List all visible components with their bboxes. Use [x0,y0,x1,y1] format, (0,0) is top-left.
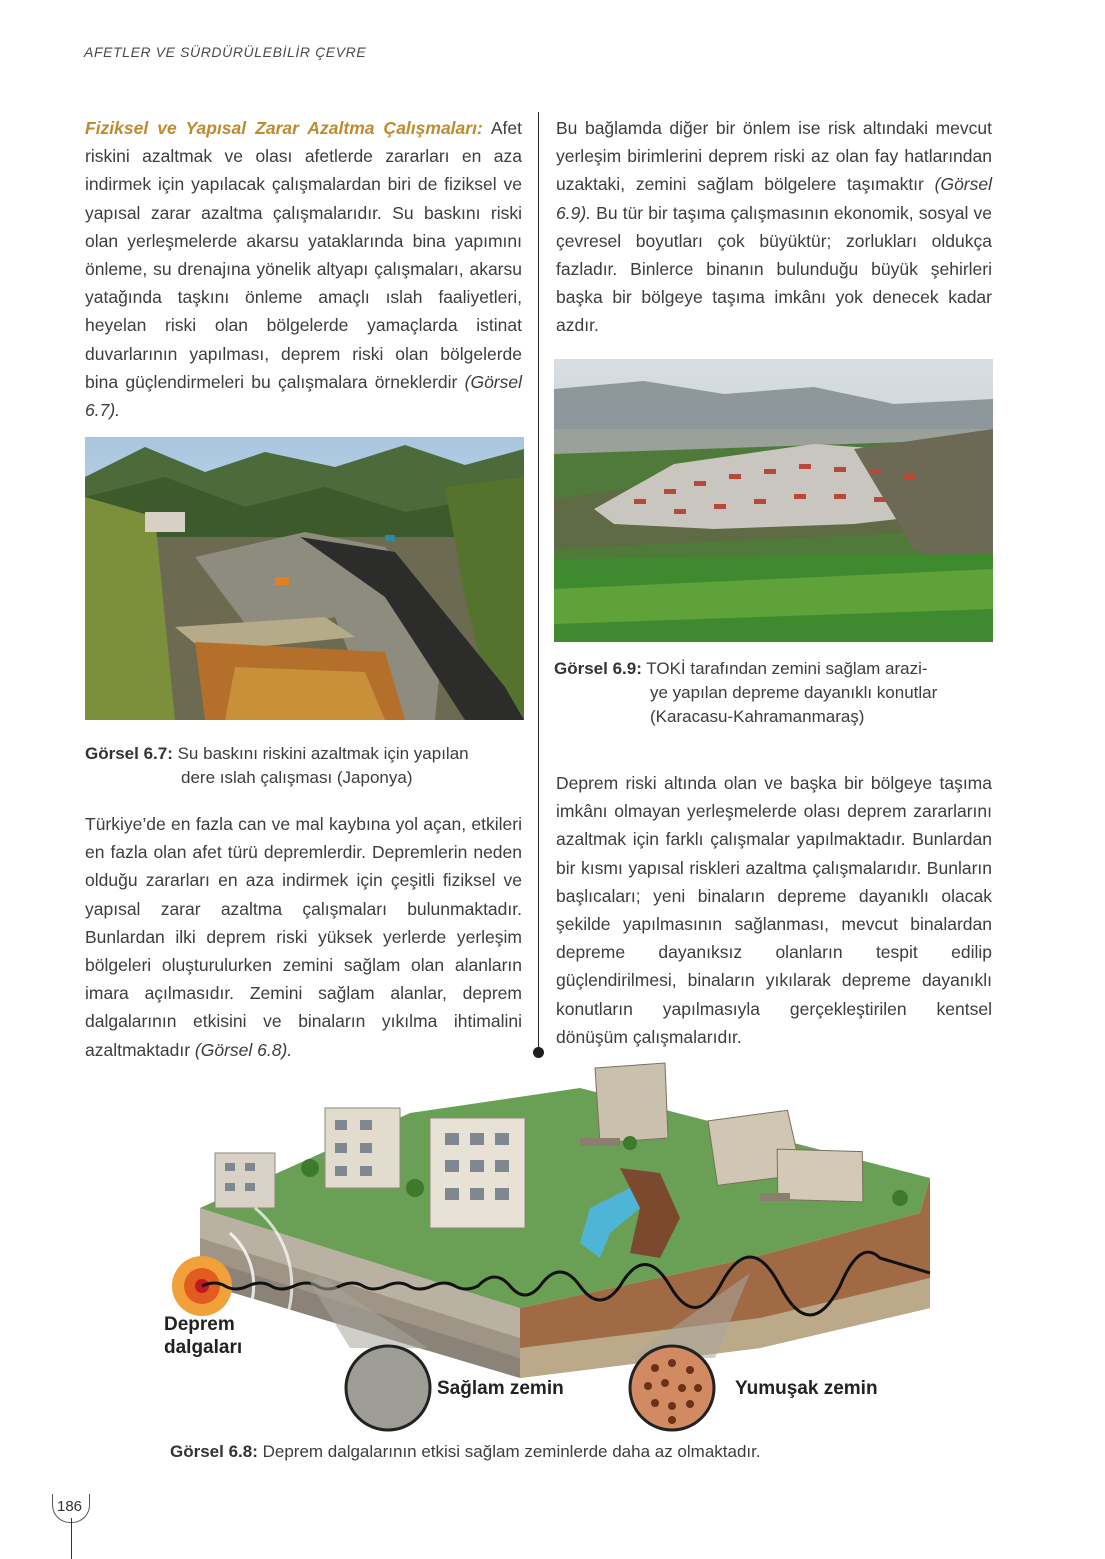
figure-6-8-caption [170,1440,970,1464]
paragraph-text-cont: Bu tür bir taşıma çalışmasının ekonomik, sosyal ve çevresel boyutları çok büyüktür; zorlukları oldukça fazladır. Binlerce binanın bulunduğu büyük şehirleri başka bir bölgeye taşıma imkânı yok denecek kadar azdır. [556,202,992,336]
caption-text-line1: Su baskını riskini azaltmak için yapılan [172,744,469,763]
earthquake-waves-label [164,1313,242,1359]
solid-ground-label: Sağlam zemin [437,1378,564,1399]
figure-reference: (Görsel 6.8). [190,1039,293,1060]
left-paragraph-1 [85,114,522,424]
caption-text-line2: dere ıslah çalışması (Japonya) [181,768,413,787]
right-paragraph-1 [556,114,992,340]
soft-ground-label: Yumuşak zemin [735,1378,878,1399]
figure-6-9-caption [554,657,994,729]
paragraph-text: Deprem riski altında olan ve başka bir bölgeye taşıma imkânı olmayan yerleşmelerde olası deprem zararlarını azaltmak için farklı çalışmalar yapılmaktadır. Bunlardan bir kısmı yapısal riskleri azaltma çalışmalarıdır. Bunların başlıcaları; yeni binaların depreme dayanıklı olacak şekilde yapılmasının sağlanması, mevcut binalardan depreme dayanıksız olanların tespit edilip güçlendirilmesi, binaların yıkılarak depreme dayanıklı konutların yapılmasıyla gerçekleştirilen kentsel dönüşüm çalışmalarıdır. [556,773,992,1047]
page-number-line [71,1518,72,1559]
caption-text-line1: TOKİ tarafından zemini sağlam arazi- [641,659,928,678]
photo-stream-rehabilitation [85,437,524,720]
paragraph-text: Afet riskini azaltmak ve olası afetlerde zararları en aza indirmek için yapılacak çalışmalardan biri de fiziksel ve yapısal zarar azaltma çalışmalarıdır. Su baskını riski olan yerleşmelerde akarsu yataklarında bina yapımını önleme, su drenajına yönelik altyapı çalışmaları, akarsu yatağında taşkını önleme amaçlı ıslah faaliyetleri, heyelan riski olan bölgelerde yamaçlarda istinat duvarlarının yapılması, deprem riski olan bölgelerde bina güçlendirmeleri bu çalışmalara örneklerdir [85,118,522,392]
column-divider [538,112,539,1052]
figure-6-7-caption [85,742,525,790]
caption-text: Deprem dalgalarının etkisi sağlam zeminlerde daha az olmaktadır. [257,1442,761,1461]
wave-label-line1: Deprem [164,1314,235,1335]
caption-text-line3: (Karacasu-Kahramanmaraş) [650,707,865,726]
caption-text-line2: ye yapılan depreme dayanıklı konutlar [650,683,938,702]
photo-toki-housing [554,359,993,642]
section-lead-heading: Fiziksel ve Yapısal Zarar Azaltma Çalışmaları: [85,118,483,138]
earthquake-ground-diagram [160,1058,940,1438]
running-header: AFETLER VE SÜRDÜRÜLEBİLİR ÇEVRE [84,44,367,60]
paragraph-text: Türkiye’de en fazla can ve mal kaybına yol açan, etkileri en fazla olan afet türü depremlerdir. Depremlerin neden olduğu zararları en aza indirmek için çeşitli fiziksel ve yapısal zarar azaltma çalışmaları bulunmaktadır. Bunlardan ilki deprem riski yüksek yerlerde yerleşim bölgeleri oluşturulurken zemini sağlam olan alanların imara açılmasıdır. Zemini sağlam alanlar, deprem dalgalarının etkisini ve binaların yıkılma ihtimalini azaltmaktadır [85,814,522,1060]
paragraph-text: Bu bağlamda diğer bir önlem ise risk altındaki mevcut yerleşim birimlerini deprem riski az olan fay hatlarından uzaktaki, zemini sağlam bölgelere taşımaktır [556,118,992,195]
figure-reference: (Görsel 6.7). [85,371,522,421]
left-paragraph-2 [85,810,522,1064]
right-paragraph-2 [556,769,992,1051]
caption-label: Görsel 6.8: [170,1442,258,1461]
figure-reference: (Görsel 6.9). [556,174,992,223]
wave-label-line2: dalgaları [164,1337,243,1358]
divider-dot [533,1047,544,1058]
caption-label: Görsel 6.7: [85,744,173,763]
caption-label: Görsel 6.9: [554,659,642,678]
page-number: 186 [57,1498,83,1515]
